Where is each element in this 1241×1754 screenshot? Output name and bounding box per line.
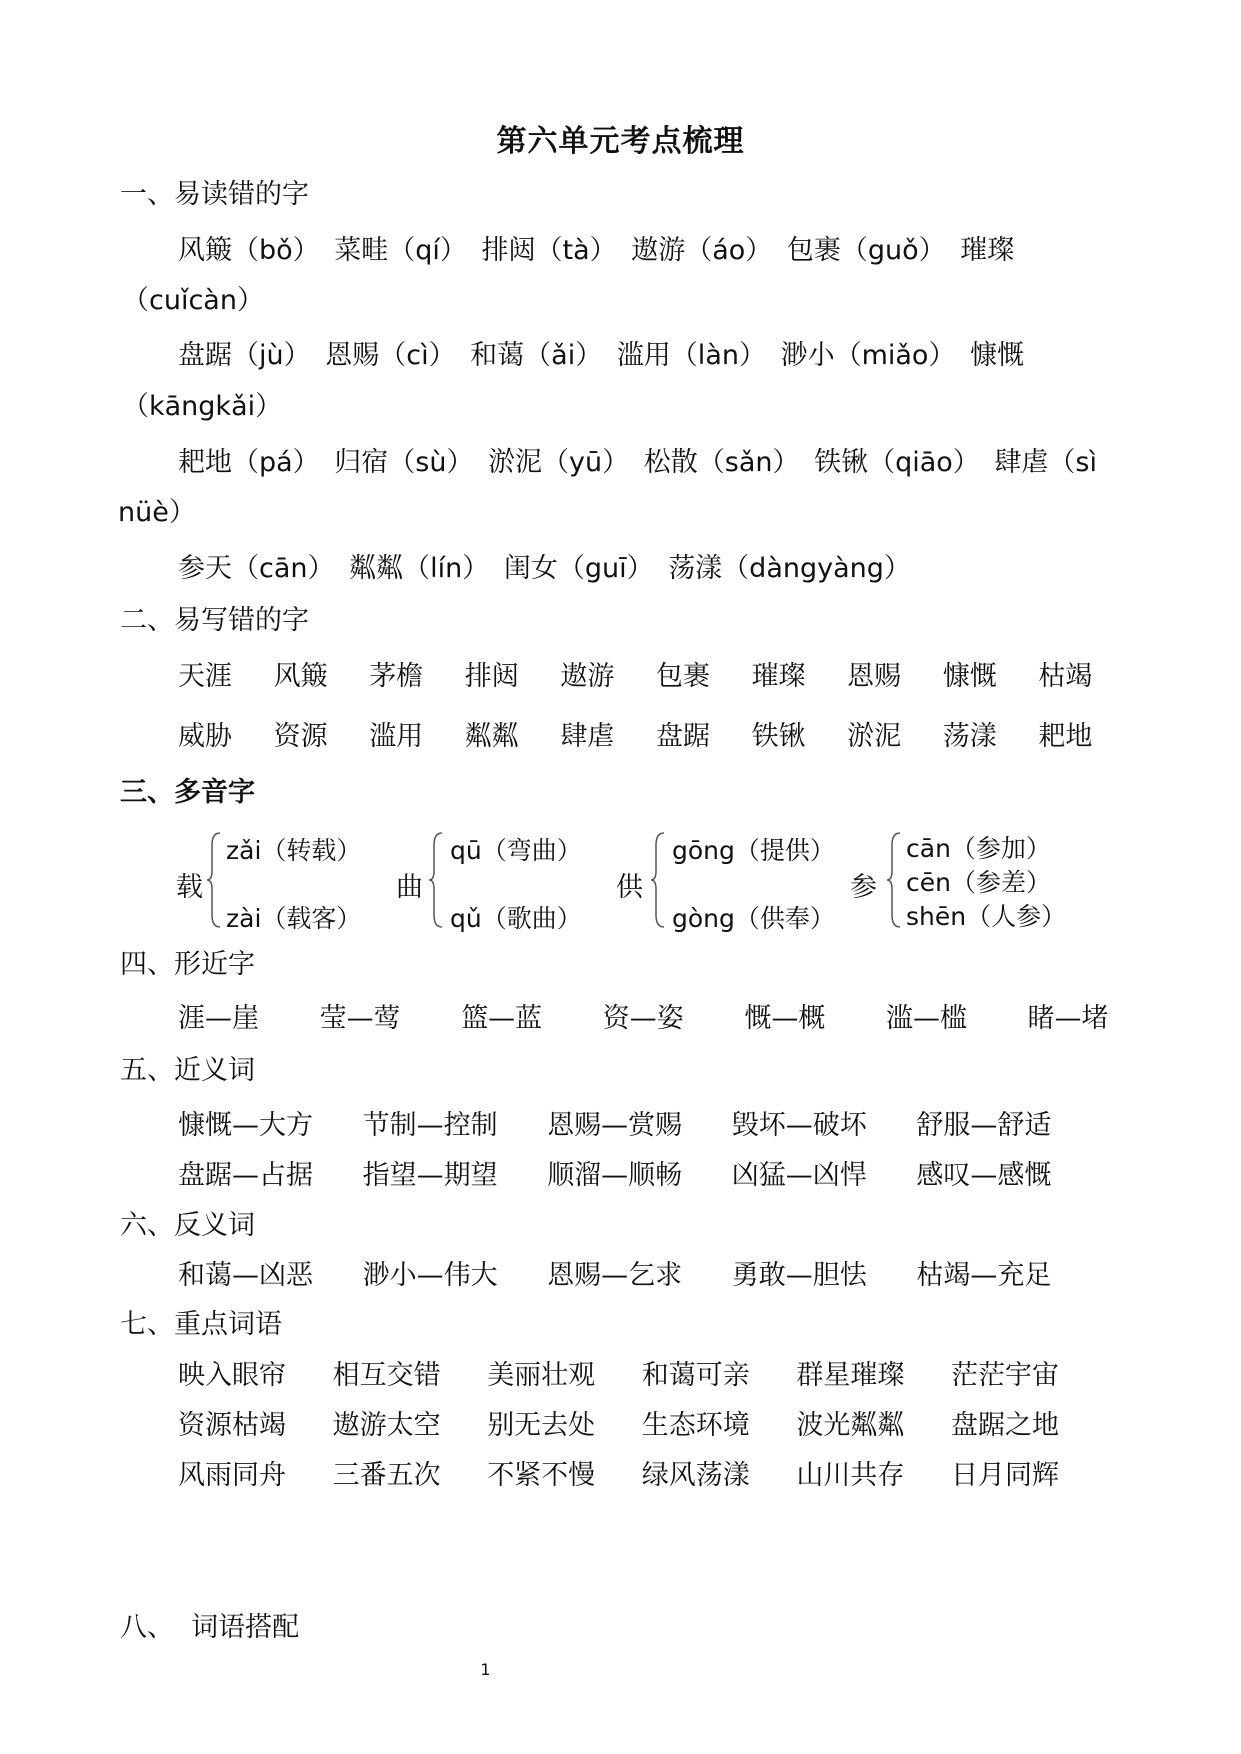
word-row [178, 1403, 1071, 1442]
word-pair: 慨—概 [744, 1003, 826, 1034]
phrase: 群星璀璨 [796, 1360, 905, 1391]
word: 资源 [273, 721, 328, 752]
phrase: 波光粼粼 [796, 1410, 905, 1441]
word-pinyin: 粼粼（lín） [349, 553, 490, 584]
phrase: 风雨同舟 [178, 1460, 286, 1491]
word: 璀璨 [751, 661, 806, 692]
word: 肆虐 [560, 721, 615, 752]
pinyin-line [178, 546, 917, 585]
pinyin-line-wrap: （cuǐcàn） [122, 285, 264, 316]
word: 铁锹 [751, 721, 806, 752]
word-pinyin: 盘踞（jù） [178, 340, 311, 371]
brace-icon [206, 831, 222, 929]
word-row [178, 1353, 1071, 1392]
word-pinyin: 渺小（miǎo） [780, 340, 956, 371]
word: 耙地 [1038, 721, 1093, 752]
polyphone-reading: zài（载客） [226, 904, 362, 933]
word: 枯竭 [1038, 661, 1093, 692]
word-pinyin: 滥用（làn） [616, 340, 766, 371]
polyphone-char: 载 [176, 872, 203, 903]
word-pinyin: 归宿（sù） [334, 447, 474, 478]
polyphone-group [616, 825, 846, 935]
word-pinyin: 包裹（guǒ） [786, 235, 946, 266]
word-pair: 和蔼—凶恶 [178, 1260, 313, 1291]
polyphone-group [176, 825, 386, 935]
word: 荡漾 [942, 721, 997, 752]
word-row [178, 1253, 1066, 1292]
phrase: 相互交错 [332, 1360, 441, 1391]
polyphone-reading: cān（参加） [906, 834, 1051, 863]
word-pair: 莹—莺 [319, 1003, 401, 1034]
pinyin-line-wrap: nüè） [118, 497, 196, 528]
word-pinyin: 耙地（pá） [178, 447, 320, 478]
polyphone-reading: qǔ（歌曲） [450, 904, 582, 933]
polyphone-char: 曲 [396, 872, 423, 903]
word-pinyin: 恩赐（cì） [325, 340, 456, 371]
phrase: 遨游太空 [332, 1410, 441, 1441]
word-pinyin: 闺女（guī） [503, 553, 654, 584]
brace-icon [428, 831, 444, 929]
word-pair: 舒服—舒适 [916, 1110, 1052, 1141]
word-row [178, 1453, 1071, 1492]
word-pair: 渺小—伟大 [362, 1260, 498, 1291]
word-pinyin: 慷慨 [970, 340, 1025, 371]
word-pinyin: 遨游（áo） [631, 235, 773, 266]
phrase: 不紧不慢 [487, 1460, 596, 1491]
word: 恩赐 [847, 661, 902, 692]
word: 风簸 [273, 661, 328, 692]
section-heading-6: 六、反义词 [120, 1210, 255, 1241]
polyphone-group [850, 825, 1090, 935]
word-pair: 滥—槛 [885, 1003, 967, 1034]
polyphone-group [396, 825, 606, 935]
section-heading-2: 二、易写错的字 [120, 605, 309, 636]
word-pinyin: 荡漾（dàngyàng） [668, 553, 911, 584]
word-pinyin: 璀璨 [960, 235, 1015, 266]
pinyin-line [178, 228, 1020, 267]
section-heading-1: 一、易读错的字 [120, 179, 309, 210]
page-number: 1 [480, 1660, 491, 1679]
word: 包裹 [655, 661, 710, 692]
phrase: 绿风荡漾 [641, 1460, 750, 1491]
phrase: 映入眼帘 [178, 1360, 286, 1391]
pinyin-line [178, 333, 1030, 372]
phrase: 生态环境 [641, 1410, 750, 1441]
word-pinyin: 和蔼（ǎi） [470, 340, 603, 371]
phrase: 盘踞之地 [950, 1410, 1059, 1441]
word: 威胁 [178, 721, 232, 752]
section-heading-5: 五、近义词 [120, 1055, 255, 1086]
polyphone-reading: cēn（参差） [906, 868, 1051, 897]
polyphone-reading: shēn（人参） [906, 902, 1067, 931]
word-pinyin: 肆虐（sì [994, 447, 1097, 478]
section-heading-7: 七、重点词语 [120, 1309, 282, 1340]
word-pair: 枯竭—充足 [916, 1260, 1052, 1291]
word-pair: 毁坏—破坏 [731, 1110, 867, 1141]
polyphone-char: 参 [850, 872, 877, 903]
phrase: 和蔼可亲 [641, 1360, 750, 1391]
pinyin-line [178, 440, 1103, 479]
word-pair: 恩赐—乞求 [547, 1260, 683, 1291]
word: 滥用 [369, 721, 424, 752]
word: 淤泥 [847, 721, 902, 752]
phrase: 日月同辉 [950, 1460, 1059, 1491]
word-pinyin: 风簸（bǒ） [178, 235, 320, 266]
word-pair: 勇敢—胆怯 [731, 1260, 867, 1291]
word: 遨游 [560, 661, 615, 692]
phrase: 别无去处 [487, 1410, 596, 1441]
word-row [178, 996, 1128, 1035]
word-pair: 凶猛—凶悍 [731, 1160, 867, 1191]
word: 天涯 [178, 661, 232, 692]
phrase: 茫茫宇宙 [950, 1360, 1059, 1391]
polyphone-reading: zǎi（转载） [226, 836, 362, 865]
word-pinyin: 菜畦（qí） [334, 235, 467, 266]
section-heading-8: 八、 词语搭配 [120, 1612, 300, 1643]
word-pair: 睹—堵 [1027, 1003, 1109, 1034]
polyphone-reading: gòng（供奉） [672, 904, 835, 933]
polyphone-reading: gōng（提供） [672, 836, 835, 865]
word: 盘踞 [655, 721, 710, 752]
word-pair: 涯—崖 [178, 1003, 259, 1034]
word-pair: 恩赐—赏赐 [547, 1110, 683, 1141]
word: 排闼 [464, 661, 519, 692]
word-row [178, 654, 1125, 693]
brace-icon [650, 831, 666, 929]
pinyin-line-wrap: （kāngkǎi） [122, 391, 283, 422]
word-pinyin: 排闼（tà） [481, 235, 617, 266]
word: 茅檐 [369, 661, 424, 692]
word-pinyin: 淤泥（yū） [488, 447, 630, 478]
section-heading-4: 四、形近字 [120, 949, 255, 980]
word-row [178, 714, 1125, 753]
phrase: 三番五次 [332, 1460, 441, 1491]
word-row [178, 1103, 1066, 1142]
section-heading-3: 三、多音字 [120, 777, 255, 808]
polyphone-char: 供 [616, 872, 643, 903]
word: 慷慨 [942, 661, 997, 692]
word-pair: 慷慨—大方 [178, 1110, 313, 1141]
word-pair: 节制—控制 [362, 1110, 498, 1141]
phrase: 资源枯竭 [178, 1410, 286, 1441]
word-pinyin: 铁锹（qiāo） [814, 447, 980, 478]
phrase: 山川共存 [796, 1460, 905, 1491]
polyphone-reading: qū（弯曲） [450, 836, 582, 865]
phrase: 美丽壮观 [487, 1360, 596, 1391]
word-pinyin: 松散（sǎn） [643, 447, 800, 478]
word-pair: 资—姿 [602, 1003, 684, 1034]
page-title: 第六单元考点梳理 [496, 124, 745, 159]
word-pair: 篮—蓝 [461, 1003, 543, 1034]
brace-icon [886, 831, 902, 929]
word-pair: 盘踞—占据 [178, 1160, 313, 1191]
word-pair: 感叹—感慨 [916, 1160, 1052, 1191]
word-pinyin: 参天（cān） [178, 553, 335, 584]
word-row [178, 1153, 1066, 1192]
word: 粼粼 [464, 721, 519, 752]
word-pair: 指望—期望 [362, 1160, 498, 1191]
word-pair: 顺溜—顺畅 [547, 1160, 683, 1191]
